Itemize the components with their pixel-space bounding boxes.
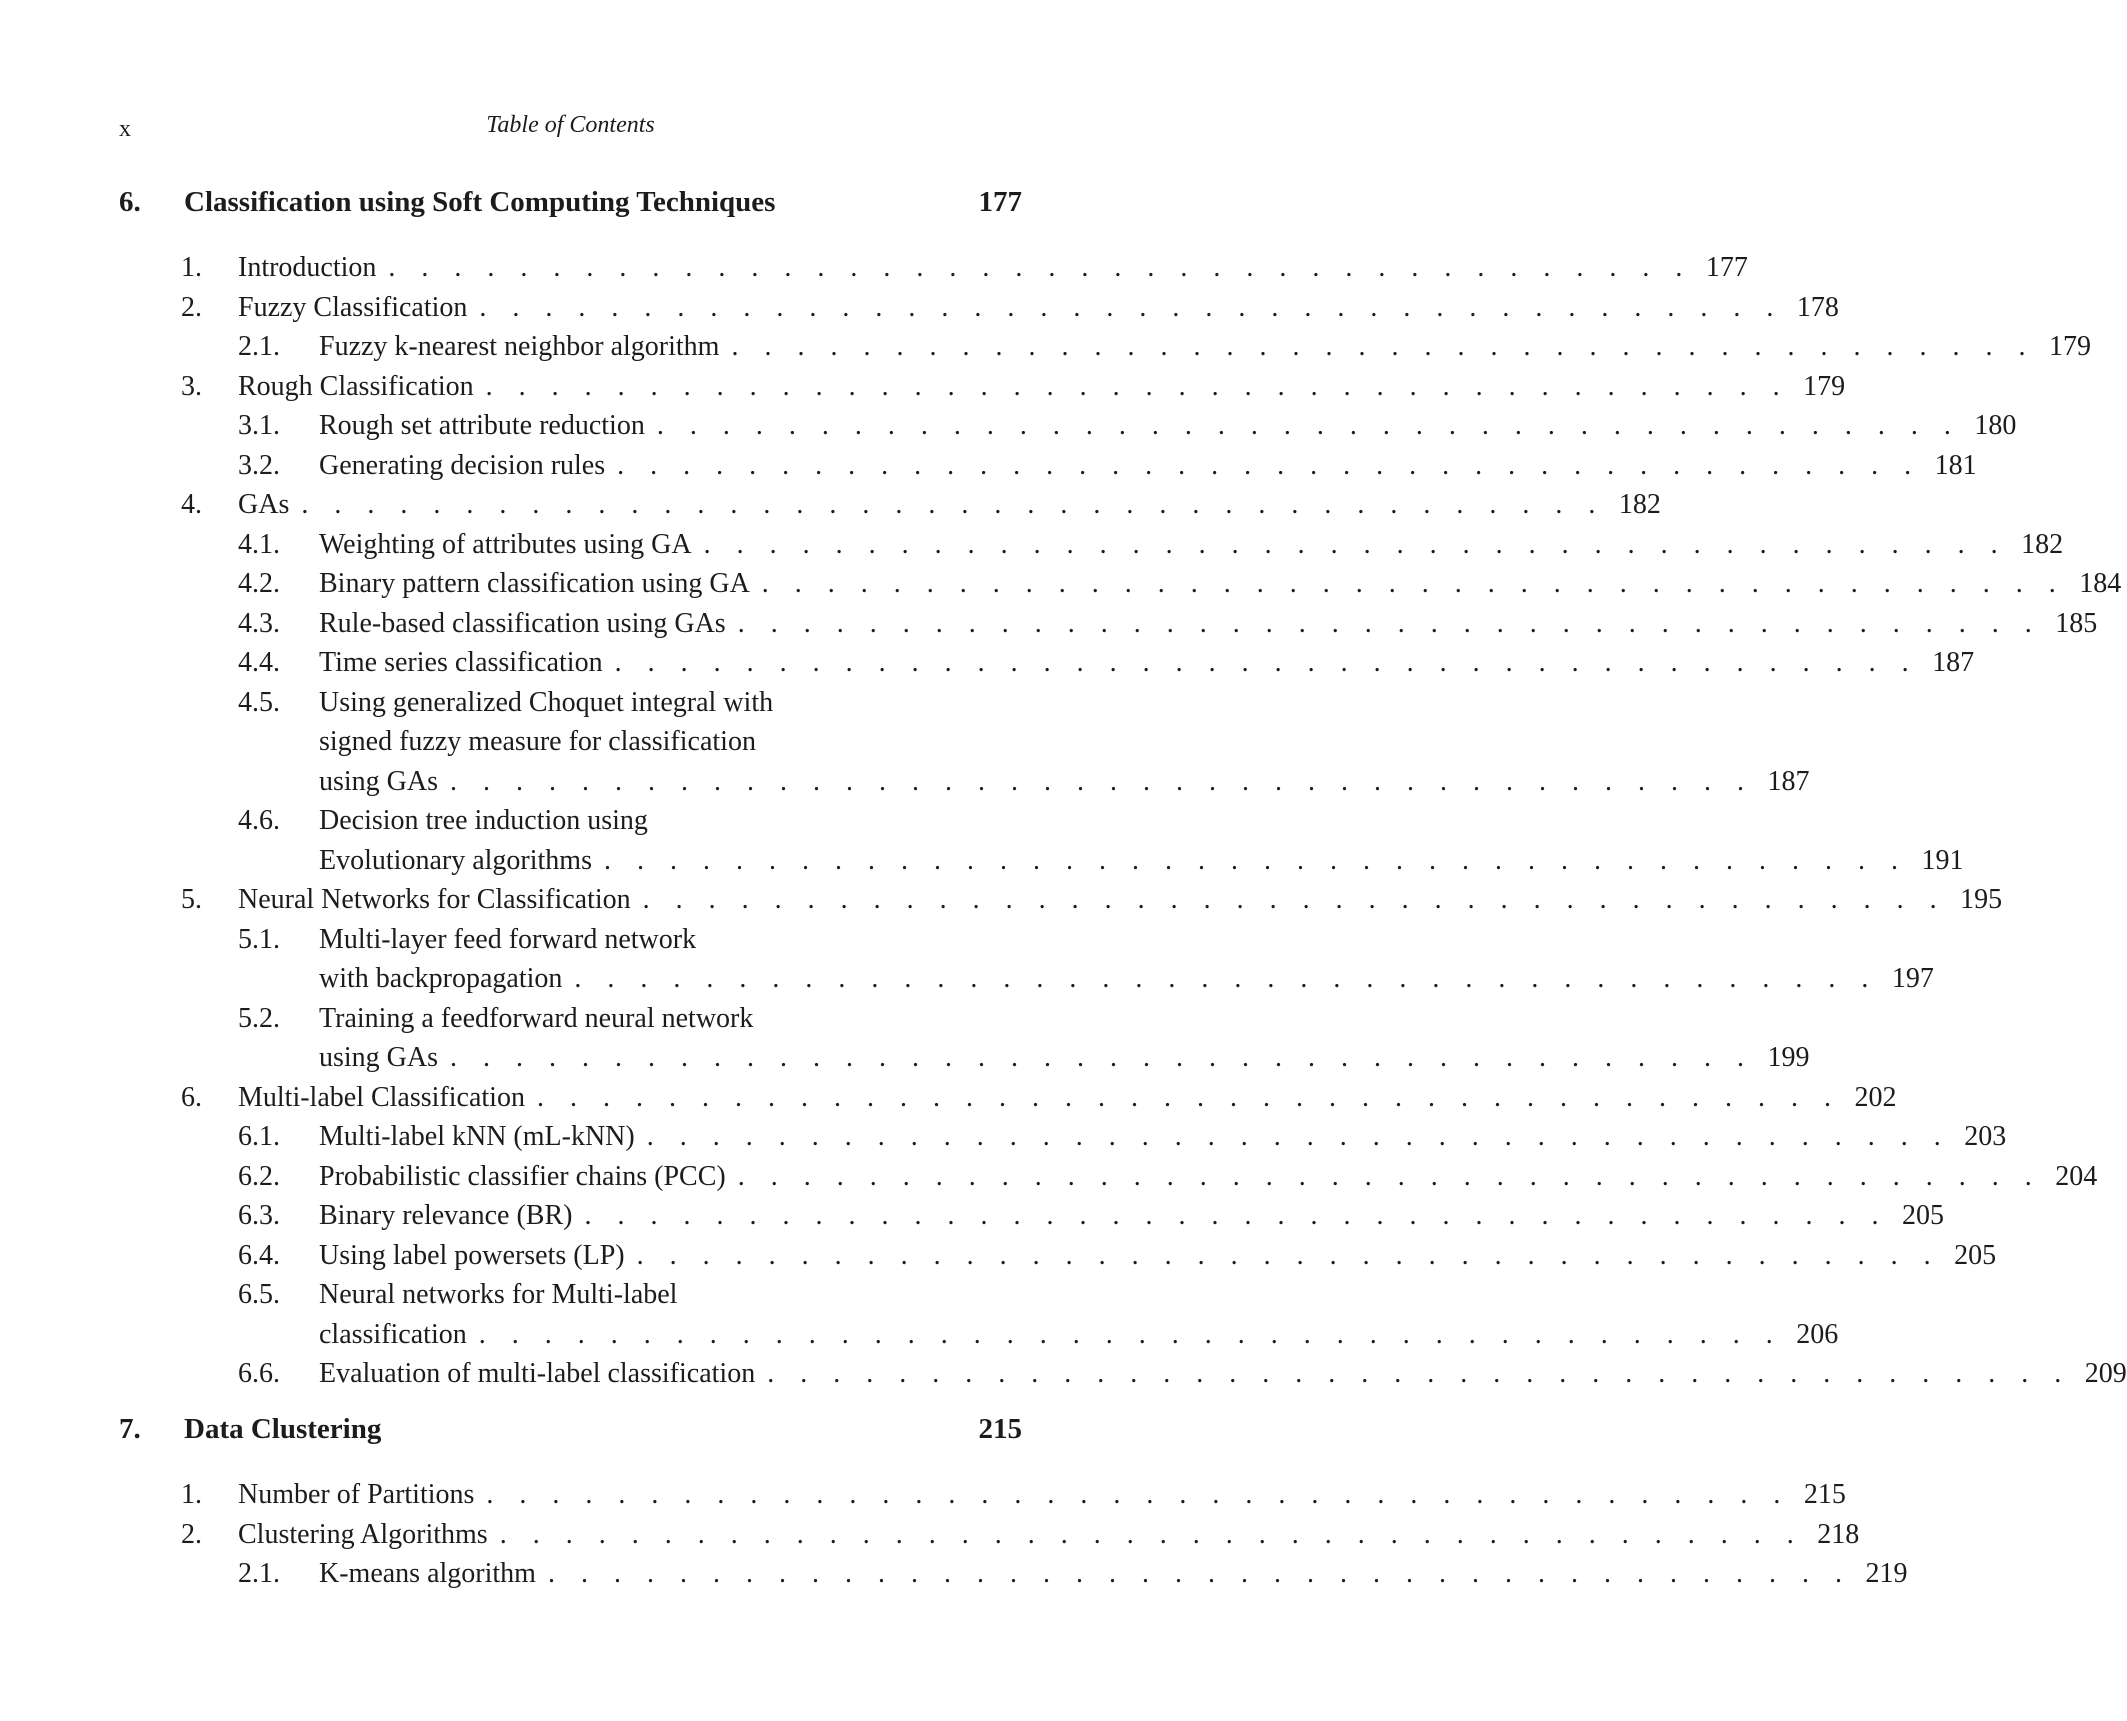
- chapter-entries: [0, 248, 2127, 1394]
- entry-final-line: [238, 367, 1846, 407]
- entry-title: Weighting of attributes using GA: [319, 528, 692, 560]
- entry-title: Neural Networks for Classification: [238, 884, 631, 915]
- toc-subsection-entry[interactable]: [0, 683, 1810, 802]
- running-head: [0, 112, 1141, 152]
- dot-leader: . . . . . . . . . . . . . . . . . . . . . . . . . . . . . . . . . . . . . . . .: [486, 1479, 1790, 1510]
- entry-page: 191: [1921, 844, 1964, 876]
- entry-title: using GAs: [319, 1042, 439, 1073]
- toc-section-entry[interactable]: [0, 880, 2003, 920]
- entry-number: 3.2.: [238, 449, 280, 481]
- entry-title-line: signed fuzzy measure for classification: [319, 726, 756, 757]
- entry-final-line: [319, 841, 1964, 881]
- entry-page: 184: [2079, 568, 2122, 599]
- entry-page: 185: [2055, 607, 2098, 639]
- toc-subsection-entry[interactable]: [0, 446, 1977, 486]
- entry-number: 2.: [181, 1518, 202, 1550]
- toc-section-entry[interactable]: [0, 1078, 1897, 1118]
- dot-leader: . . . . . . . . . . . . . . . . . . . . . . . . . . . . . . . . . . . . . . . .: [646, 1121, 1951, 1152]
- entry-title-line: Training a feedforward neural network: [319, 1002, 754, 1034]
- entry-page: 215: [1803, 1479, 1846, 1510]
- entry-title: Binary pattern classification using GA: [319, 568, 750, 599]
- entry-final-line: [319, 564, 2122, 604]
- running-title: Table of Contents: [486, 112, 655, 138]
- entry-final-line: [319, 1354, 2127, 1394]
- entry-title: with backpropagation: [319, 963, 563, 994]
- entry-number: 4.4.: [238, 647, 280, 678]
- entry-title: Binary relevance (BR): [319, 1200, 573, 1231]
- entry-title: Fuzzy Classification: [238, 291, 468, 323]
- entry-title: Using label powersets (LP): [319, 1239, 625, 1271]
- entry-title: Multi-label kNN (mL-kNN): [319, 1121, 635, 1152]
- toc-subsection-entry[interactable]: [0, 643, 1975, 683]
- dot-leader: . . . . . . . . . . . . . . . . . . . . . . . . . . . . . . . . . . . . . . . .: [603, 844, 1908, 876]
- entry-number: 5.1.: [238, 923, 280, 955]
- dot-leader: . . . . . . . . . . . . . . . . . . . . . . . . . . . . . . . . . . . . . . . .: [584, 1200, 1888, 1231]
- entry-number: 6.6.: [238, 1358, 280, 1389]
- entry-final-line: [319, 1196, 1944, 1236]
- entry-title: K-means algorithm: [319, 1558, 536, 1589]
- entry-final-line: [319, 446, 1977, 486]
- entry-final-line: [319, 1157, 2098, 1197]
- entry-final-line: [319, 1236, 1997, 1276]
- dot-leader: . . . . . . . . . . . . . . . . . . . . . . . . . . . . . . . . . . . . . . . .: [478, 1318, 1783, 1350]
- entry-number: 4.1.: [238, 528, 280, 560]
- entry-title: GAs: [238, 489, 290, 520]
- dot-leader: . . . . . . . . . . . . . . . . . . . . . . . . . . . . . . . . . . . . . . . .: [388, 252, 1692, 283]
- entry-title: Number of Partitions: [238, 1479, 475, 1510]
- toc-subsection-entry[interactable]: [0, 920, 1934, 999]
- entry-page: 209: [2084, 1358, 2127, 1389]
- entry-final-line: [319, 643, 1975, 683]
- entry-number: 6.2.: [238, 1160, 280, 1192]
- entry-number: 6.4.: [238, 1239, 280, 1271]
- entry-final-line: [319, 327, 2091, 367]
- entry-number: 2.1.: [238, 331, 280, 362]
- entry-page: 182: [1618, 489, 1661, 520]
- entry-page: 204: [2055, 1160, 2098, 1192]
- entry-page: 187: [1932, 647, 1975, 678]
- dot-leader: . . . . . . . . . . . . . . . . . . . . . . . . . . . . . . . . . . . . . . . .: [450, 1042, 1754, 1073]
- toc-section-entry[interactable]: [0, 248, 1748, 288]
- entry-final-line: [319, 525, 2064, 565]
- dot-leader: . . . . . . . . . . . . . . . . . . . . . . . . . . . . . . . . . . . . . . . .: [617, 449, 1921, 481]
- toc-subsection-entry[interactable]: [0, 1354, 2127, 1394]
- entry-page: 203: [1964, 1121, 2007, 1152]
- entry-number: 2.1.: [238, 1558, 280, 1589]
- toc-subsection-entry[interactable]: [0, 525, 2064, 565]
- page-number: x: [119, 116, 131, 142]
- toc-subsection-entry[interactable]: [0, 604, 2098, 644]
- toc-subsection-entry[interactable]: [0, 1196, 1944, 1236]
- chapter-title: Classification using Soft Computing Techniques: [184, 186, 776, 218]
- chapter-page: 177: [978, 186, 1022, 218]
- entry-final-line: [238, 288, 1839, 328]
- toc-subsection-entry[interactable]: [0, 1117, 2007, 1157]
- toc-subsection-entry[interactable]: [0, 1157, 2098, 1197]
- entry-title: using GAs: [319, 765, 439, 797]
- toc-subsection-entry[interactable]: [0, 406, 2017, 446]
- chapter-heading[interactable]: [0, 1413, 1141, 1475]
- entry-title: Evolutionary algorithms: [319, 844, 592, 876]
- entry-page: 218: [1817, 1518, 1860, 1550]
- entry-page: 180: [1974, 410, 2017, 441]
- entry-page: 182: [2021, 528, 2064, 560]
- entry-title: Probabilistic classifier chains (PCC): [319, 1160, 726, 1192]
- entry-page: 178: [1796, 291, 1839, 323]
- toc-subsection-entry[interactable]: [0, 564, 2122, 604]
- entry-number: 4.3.: [238, 607, 280, 639]
- entry-title: Rough set attribute reduction: [319, 410, 645, 441]
- entry-final-line: [319, 1038, 1810, 1078]
- entry-final-line: [238, 485, 1661, 525]
- entry-final-line: [319, 406, 2017, 446]
- dot-leader: . . . . . . . . . . . . . . . . . . . . . . . . . . . . . . . . . . . . . . . .: [536, 1081, 1841, 1113]
- entry-number: 4.6.: [238, 805, 280, 836]
- entry-title: Clustering Algorithms: [238, 1518, 488, 1550]
- entry-final-line: [319, 1117, 2007, 1157]
- toc-subsection-entry[interactable]: [0, 1275, 1839, 1354]
- entry-final-line: [319, 1554, 1908, 1594]
- chapter-7-section: [0, 1413, 1908, 1594]
- entry-number: 5.: [181, 884, 202, 915]
- entry-title: Rough Classification: [238, 370, 474, 402]
- entry-page: 195: [1960, 884, 2003, 915]
- entry-final-line: [238, 248, 1748, 288]
- entry-title: Rule-based classification using GAs: [319, 607, 726, 639]
- entry-number: 5.2.: [238, 1002, 280, 1034]
- entry-page: 202: [1854, 1081, 1897, 1113]
- entry-page: 181: [1934, 449, 1977, 481]
- toc-subsection-entry[interactable]: [0, 999, 1810, 1078]
- entry-page: 205: [1901, 1200, 1944, 1231]
- dot-leader: . . . . . . . . . . . . . . . . . . . . . . . . . . . . . . . . . . . . . . . .: [731, 331, 2035, 362]
- dot-leader: . . . . . . . . . . . . . . . . . . . . . . . . . . . . . . . . . . . . . . . .: [499, 1518, 1804, 1550]
- entry-final-line: [319, 959, 1934, 999]
- toc-section-entry[interactable]: [0, 485, 1661, 525]
- entry-page: 179: [2048, 331, 2091, 362]
- chapter-number: 7.: [119, 1413, 141, 1445]
- dot-leader: . . . . . . . . . . . . . . . . . . . . . . . . . . . . . . . . . . . . . . . .: [737, 607, 2042, 639]
- entry-title: Multi-label Classification: [238, 1081, 525, 1113]
- entry-title: Time series classification: [319, 647, 603, 678]
- dot-leader: . . . . . . . . . . . . . . . . . . . . . . . . . . . . . . . . . . . . . . . .: [767, 1358, 2071, 1389]
- entry-final-line: [238, 1078, 1897, 1118]
- dot-leader: . . . . . . . . . . . . . . . . . . . . . . . . . . . . . . . . . . . . . . . .: [547, 1558, 1852, 1589]
- dot-leader: . . . . . . . . . . . . . . . . . . . . . . . . . . . . . . . . . . . . . . . .: [485, 370, 1790, 402]
- entry-final-line: [319, 604, 2098, 644]
- chapter-6-section: [0, 186, 2127, 1394]
- toc-subsection-entry[interactable]: [0, 327, 2091, 367]
- entry-page: 206: [1796, 1318, 1839, 1350]
- dot-leader: . . . . . . . . . . . . . . . . . . . . . . . . . . . . . . . . . . . . . . . .: [761, 568, 2066, 599]
- entry-number: 4.5.: [238, 686, 280, 718]
- entry-final-line: [238, 1515, 1860, 1555]
- entry-title-line: Multi-layer feed forward network: [319, 923, 697, 955]
- toc-subsection-entry[interactable]: [0, 801, 1964, 880]
- dot-leader: . . . . . . . . . . . . . . . . . . . . . . . . . . . . . . . . . . . . . . . .: [737, 1160, 2042, 1192]
- entry-final-line: [319, 762, 1810, 802]
- dot-leader: . . . . . . . . . . . . . . . . . . . . . . . . . . . . . . . . . . . . . . . .: [479, 291, 1783, 323]
- entry-number: 3.: [181, 370, 202, 402]
- entry-number: 4.2.: [238, 568, 280, 599]
- toc-section-entry[interactable]: [0, 288, 1839, 328]
- chapter-page: 215: [978, 1413, 1022, 1445]
- entry-page: 187: [1767, 765, 1810, 797]
- toc-section-entry[interactable]: [0, 1475, 1846, 1515]
- entry-title-line: Decision tree induction using: [319, 805, 648, 836]
- entry-title: Evaluation of multi-label classification: [319, 1358, 756, 1389]
- entry-page: 197: [1891, 963, 1934, 994]
- entry-title: classification: [319, 1318, 467, 1350]
- dot-leader: . . . . . . . . . . . . . . . . . . . . . . . . . . . . . . . . . . . . . . . .: [656, 410, 1961, 441]
- entry-number: 1.: [181, 252, 202, 283]
- entry-final-line: [319, 1315, 1839, 1355]
- entry-page: 205: [1954, 1239, 1997, 1271]
- dot-leader: . . . . . . . . . . . . . . . . . . . . . . . . . . . . . . . . . . . . . . . .: [574, 963, 1878, 994]
- dot-leader: . . . . . . . . . . . . . . . . . . . . . . . . . . . . . . . . . . . . . . . .: [450, 765, 1754, 797]
- entry-page: 177: [1705, 252, 1748, 283]
- entry-number: 1.: [181, 1479, 202, 1510]
- chapter-number: 6.: [119, 186, 141, 218]
- dot-leader: . . . . . . . . . . . . . . . . . . . . . . . . . . . . . . . . . . . . . . . .: [703, 528, 2008, 560]
- entry-final-line: [238, 880, 2003, 920]
- entry-number: 6.3.: [238, 1200, 280, 1231]
- chapter-title: Data Clustering: [184, 1413, 382, 1445]
- entry-title: Introduction: [238, 252, 377, 283]
- entry-title-line: Using generalized Choquet integral with: [319, 686, 774, 718]
- chapter-heading[interactable]: [0, 186, 1141, 248]
- entry-page: 219: [1865, 1558, 1908, 1589]
- entry-number: 6.1.: [238, 1121, 280, 1152]
- toc-subsection-entry[interactable]: [0, 1554, 1908, 1594]
- entry-number: 3.1.: [238, 410, 280, 441]
- dot-leader: . . . . . . . . . . . . . . . . . . . . . . . . . . . . . . . . . . . . . . . .: [614, 647, 1919, 678]
- toc-section-entry[interactable]: [0, 367, 1846, 407]
- entry-title: Generating decision rules: [319, 449, 606, 481]
- entry-number: 6.: [181, 1081, 202, 1113]
- dot-leader: . . . . . . . . . . . . . . . . . . . . . . . . . . . . . . . . . . . . . . . .: [636, 1239, 1941, 1271]
- chapter-entries: [0, 1475, 1908, 1594]
- entry-number: 6.5.: [238, 1279, 280, 1310]
- entry-title-line: Neural networks for Multi-label: [319, 1279, 678, 1310]
- entry-page: 199: [1767, 1042, 1810, 1073]
- entry-title: Fuzzy k-nearest neighbor algorithm: [319, 331, 720, 362]
- toc-subsection-entry[interactable]: [0, 1236, 1997, 1276]
- entry-number: 4.: [181, 489, 202, 520]
- toc-section-entry[interactable]: [0, 1515, 1860, 1555]
- entry-final-line: [238, 1475, 1846, 1515]
- entry-page: 179: [1803, 370, 1846, 402]
- dot-leader: . . . . . . . . . . . . . . . . . . . . . . . . . . . . . . . . . . . . . . . .: [301, 489, 1605, 520]
- dot-leader: . . . . . . . . . . . . . . . . . . . . . . . . . . . . . . . . . . . . . . . .: [642, 884, 1947, 915]
- entry-number: 2.: [181, 291, 202, 323]
